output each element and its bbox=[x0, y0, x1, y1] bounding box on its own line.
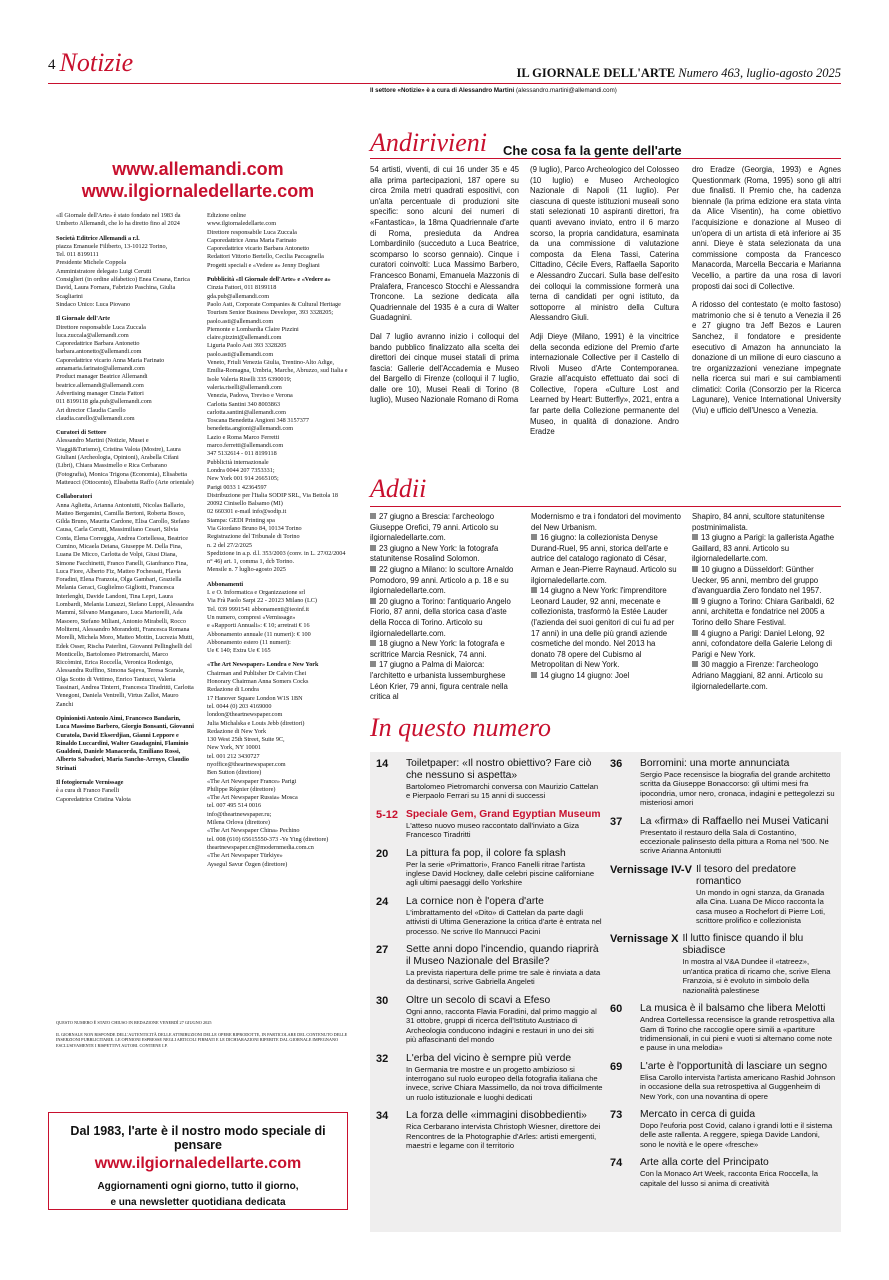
colophon-line: 02 660301 e-mail info@sodip.it bbox=[207, 508, 287, 516]
obituary-text: Modernismo e tra i fondatori del movimento del New Urbanism. bbox=[531, 512, 681, 532]
colophon-line: Product manager Beatrice Allemandi bbox=[56, 373, 148, 381]
toc-right-column bbox=[610, 758, 836, 1196]
in-questo-numero-title: In questo numero bbox=[370, 713, 552, 742]
colophon-line: Consiglieri (in ordine alfabetico) Enea Cesana, Enrica David, Laura Fornara, Fabrizio Paschina, Giulia Scagliarini bbox=[56, 276, 190, 300]
colophon-line: london@theartnewspaper.com bbox=[207, 711, 283, 719]
toc-page-number: 27 bbox=[376, 944, 389, 957]
colophon-line: Redazione di New York bbox=[207, 727, 267, 735]
colophon-line: Paolo Asti, Corporate Companies & Cultural Heritage Tourism Senior Business Developer, 393 3328205; paolo.asti@allemandi.com bbox=[207, 300, 341, 325]
colophon-block bbox=[207, 581, 352, 656]
toc-entry[interactable] bbox=[610, 1109, 836, 1149]
colophon-line: Spedizione in a.p. d.l. 353/2003 (conv. in L. 27/02/2004 n° 46) art. 1, comma 1, dcb Torino. bbox=[207, 549, 346, 566]
bullet-square-icon bbox=[370, 566, 376, 572]
header-rule bbox=[48, 83, 841, 84]
colophon-line: benedetta.angioni@allemandi.com bbox=[207, 425, 294, 433]
colophon-line: Il Giornale dell'Arte bbox=[56, 315, 110, 323]
obituary-text: 10 giugno a Düsseldorf: Günther Uecker, 95 anni, membro del gruppo d'avanguardia Zero fondato nel 1957. bbox=[692, 564, 822, 596]
obituary-item bbox=[370, 512, 520, 544]
colophon-line: claire.pizzini@allemandi.com bbox=[207, 334, 282, 342]
colophon-line: Abbonamento estero (11 numeri): bbox=[207, 638, 291, 646]
promo-line-1: Dal 1983, l'arte è il nostro modo speciale di pensare bbox=[70, 1124, 326, 1152]
colophon-line: Milena Orlova (direttore) bbox=[207, 819, 270, 827]
masthead bbox=[517, 66, 842, 81]
toc-page-number: 34 bbox=[376, 1110, 389, 1123]
colophon-line: Art director Claudia Carello bbox=[56, 406, 126, 414]
toc-page-number: 24 bbox=[376, 895, 389, 908]
colophon-line: Progetti speciali e «Vedere a» Jenny Dogliani bbox=[207, 261, 320, 269]
toc-page-number: 14 bbox=[376, 758, 389, 770]
toc-title: Arte alla corte del Principato bbox=[640, 1157, 769, 1169]
obituary-text: 20 giugno a Torino: l'antiquario Angelo Fiorio, 87 anni, della storica casa d'aste della Rocca di Torino. Articolo su ilgiornaledellarte.com. bbox=[370, 596, 511, 638]
toc-description: L'imbrattamento del «Dito» di Cattelan da parte dagli attivisti di Ultima Generazione la critica d'arte è entrata nel processo. Ne scrive Ilo Mannucci Pacini bbox=[406, 907, 602, 936]
bullet-square-icon bbox=[692, 534, 698, 540]
colophon-line: Ue € 140; Extra Ue € 165 bbox=[207, 647, 271, 655]
obituary-text: 23 giugno a New York: la fotografa statunitense Rosalind Solomon. bbox=[370, 543, 499, 564]
toc-page-number: 74 bbox=[610, 1157, 623, 1170]
colophon-line: Tel. 011 8199111 bbox=[56, 251, 99, 259]
bullet-square-icon bbox=[370, 640, 376, 646]
colophon-line: barbara.antonetto@allemandi.com bbox=[56, 348, 142, 356]
colophon-line: Caporedattrice vicario Anna Maria Farinato bbox=[56, 356, 165, 364]
obituary-text: 13 giugno a Parigi: la gallerista Agathe Gaillard, 83 anni. Articolo su ilgiornaledellarte.com. bbox=[692, 533, 835, 564]
toc-page-number: Vernissage IV-V bbox=[610, 863, 692, 876]
colophon-line: Un numero, compresi «Vernissage» bbox=[207, 613, 296, 621]
colophon-line: Curatori di Settore bbox=[56, 429, 107, 437]
obituary-text: 16 giugno: la collezionista Denyse Durand-Ruel, 95 anni, storica dell'arte e autrice del catalogo ragionato di César, Arman e Jean-Pierre Raynaud. Articolo su ilgiornaledellarte.com. bbox=[531, 533, 677, 585]
toc-entry-body bbox=[406, 995, 604, 1045]
toc-entry[interactable] bbox=[610, 933, 836, 995]
obituary-item bbox=[692, 660, 842, 692]
colophon-line: Edizione online bbox=[207, 212, 247, 219]
obituary-item bbox=[370, 565, 520, 597]
bullet-square-icon bbox=[692, 566, 698, 572]
toc-description: Presentato il restauro della Sala di Costantino, eccezionale palinsesto della pittura a Roma nel '500. Ne scrive Arianna Antoniutti bbox=[640, 827, 829, 856]
obituary-text: Shapiro, 84 anni, scultore statunitense postminimalista. bbox=[692, 512, 825, 532]
toc-title: Il lutto finisce quando il blu sbiadisce bbox=[682, 933, 804, 957]
colophon-line: theartnewspaper.cn@modernmedia.com.cn bbox=[207, 843, 314, 851]
disclaimer: IL GIORNALE NON RISPONDE DELL'AUTENTICITÀ DELLE ATTRIBUZIONI DELLE OPERE RIPRODOTTE, IN PARTICOLARE DEL CONTENUTO DELLE INSERZIONI PUBBLICITARIE. LE OPINIONI ESPRESSE NEGLI ARTICOLI FIRMATI E LE DICHIARAZIONI RIFERITE DAL GIORNALE IMPEGNANO ESCLUSIVAMENTE I RISPETTIVI AUTORI. CONTIENE I.P. bbox=[56, 1031, 348, 1048]
toc-description: Elisa Carollo intervista l'artista americano Rashid Johnson in occasione della sua retrospettiva al Guggenheim di New York, con una novantina di opere bbox=[640, 1072, 836, 1101]
toc-title: La forza delle «immagini disobbedienti» bbox=[406, 1110, 587, 1122]
section-title: Notizie bbox=[59, 48, 134, 77]
obituary-text: 14 giugno 14 giugno: Joel bbox=[540, 670, 630, 680]
toc-page-number: 5-12 bbox=[376, 808, 399, 821]
settore-email: (alessandro.martini@allemandi.com) bbox=[515, 87, 617, 94]
colophon-line: Parigi 0033 1 42364597 bbox=[207, 483, 267, 491]
colophon-line: Piemonte e Lombardia Claire Pizzini bbox=[207, 325, 299, 333]
colophon-line: Londra 0044 207 7353331; bbox=[207, 466, 275, 474]
colophon-line: Carlotta Santini 340 8003863 bbox=[207, 400, 281, 408]
toc-entry-body bbox=[406, 809, 604, 840]
toc-entry[interactable] bbox=[610, 758, 836, 808]
toc-description: Un mondo in ogni stanza, da Granada alla Cina. Luana De Micco racconta la casa museo a Rochefort di Pierre Loti, scrittore prolifico e collezionista bbox=[695, 887, 826, 926]
toc-page-number: 60 bbox=[610, 1003, 623, 1016]
colophon-line: Lazio e Roma Marco Ferretti bbox=[207, 433, 280, 441]
colophon-line: 130 West 25th Street, Suite 9C, bbox=[207, 736, 285, 744]
colophon-line: tel. 008 (610) 65615550-373 -Ye Ying (direttore) bbox=[207, 835, 329, 843]
colophon-block bbox=[56, 429, 194, 487]
colophon-line: Chairman and Publisher Dr Calvin Chei bbox=[207, 669, 307, 677]
colophon-block bbox=[56, 715, 194, 773]
colophon-line: beatrice.allemandi@allemandi.com bbox=[56, 381, 144, 389]
toc-entry-body bbox=[640, 1061, 836, 1101]
colophon-line: Redazione di Londra bbox=[207, 686, 259, 694]
bullet-square-icon bbox=[370, 545, 376, 551]
colophon-line: New York, NY 10001 bbox=[207, 744, 261, 752]
toc-page-number: 69 bbox=[610, 1060, 623, 1073]
andirivieni-paragraph: Adji Dieye (Milano, 1991) è la vincitrice della seconda edizione del Premio d'arte internazionale Collective per il Castello di Rivoli Museo d'Arte Contemporanea. Grazie all'acquisto effettuato dai soci di Collective, l'opera «Culture Lost and Learned by Heart: Butterfly», 2021, entra a far parte della Collezione permanente del Museo, in qualità di donazione. Andro Eradze bbox=[530, 331, 679, 437]
colophon-line: Advertising manager Cinzia Fattori bbox=[56, 389, 144, 397]
andirivieni-rule bbox=[370, 158, 841, 159]
colophon-line: Redattori Vittorio Bertello, Cecilia Paccagnella bbox=[207, 253, 324, 261]
toc-description: In mostra al V&A Dundee il «tatreez», un'antica pratica di ricamo che, scrive Elena Franzoia, si è evoluto in simbolo della nazionalità palestinese bbox=[682, 957, 831, 995]
colophon-line: Philippe Régnier (direttore) bbox=[207, 785, 276, 793]
bullet-square-icon bbox=[531, 587, 537, 593]
colophon-line: New York 001 914 2665105; bbox=[207, 475, 279, 483]
obituary-item bbox=[370, 639, 520, 660]
toc-entry[interactable] bbox=[610, 816, 836, 856]
toc-title: La pittura fa pop, il colore fa splash bbox=[406, 847, 566, 859]
colophon-col-2 bbox=[207, 212, 352, 875]
obituary-text: 30 maggio a Firenze: l'archeologo Adriano Maggiani, 82 anni. Articolo su ilgiornaledellarte.com. bbox=[692, 660, 823, 691]
promo-url[interactable]: www.ilgiornaledellarte.com bbox=[94, 1155, 302, 1172]
toc-entry-body bbox=[640, 1003, 836, 1053]
page-header-left bbox=[48, 48, 133, 78]
andirivieni-paragraph: (9 luglio), Parco Archeologico del Colosseo (10 luglio) e Museo Archeologico Nazionale di Napoli (11 luglio). Per ciascuna di queste istituzioni museali sono stati selezionati 10 aspiranti direttori, fra quanti avevano inviato, entro il 6 marzo scorso, la propria candidatura, esaminata da una commissione di valutazione composta da Elena Tassi, Caterina Cittadino, Cécile Evers, Raffaella Saporito e Alessandro Zuccari. Sulla base dell'esito dei colloqui la commissione formerà una terna di candidati per ogni istituto, da sottoporre al ministro della Cultura Alessandro Giuli. bbox=[530, 165, 679, 323]
obituary-text: 9 giugno a Torino: Chiara Garibaldi, 62 anni, architetta e fondatrice nel 2005 a Torino dello Share Festival. bbox=[692, 596, 835, 627]
colophon-line: «The Art Newspaper Türkiye» bbox=[207, 852, 283, 860]
toc-page-number: 36 bbox=[610, 758, 623, 770]
toc-entry[interactable] bbox=[610, 1061, 836, 1101]
colophon-line: tel. 0044 (0) 203 4169000 bbox=[207, 702, 272, 710]
toc-entry[interactable] bbox=[610, 1003, 836, 1053]
obituary-text: 27 giugno a Brescia: l'archeologo Giuseppe Orefici, 79 anni. Articolo su ilgiornaledellarte.com. bbox=[370, 512, 499, 543]
bullet-square-icon bbox=[531, 534, 537, 540]
colophon-line: Ben Sutton (direttore) bbox=[207, 769, 262, 777]
bullet-square-icon bbox=[692, 630, 698, 636]
toc-title: Sette anni dopo l'incendio, quando riaprirà il Museo Nazionale del Brasile? bbox=[406, 944, 599, 968]
toc-entry-body bbox=[406, 1053, 604, 1103]
toc-title: Borromini: una morte annunciata bbox=[640, 758, 790, 769]
obituary-text: 14 giugno a New York: l'imprenditore Leonard Lauder, 92 anni, mecenate e collezionista, trasformò la Estée Lauder (l'azienda dei suoi genitori di cui fu ad per 17 anni) in una delle più grandi aziende cosmetiche del mondo. Nel 2013 ha donato 78 opere del Cubismo al Metropolitan di New York. bbox=[531, 586, 675, 670]
colophon-line: Veneto, Friuli Venezia Giulia, Trentino-Alto Adige, Emilia-Romagna, Umbria, Marche, Abruzzo, sud Italia e Isole Valeria Riselli 335 6390019; bbox=[207, 359, 348, 383]
colophon-line: paolo.asti@allemandi.com bbox=[207, 350, 274, 358]
url-allemandi[interactable]: www.allemandi.com bbox=[112, 159, 284, 179]
colophon-block bbox=[207, 276, 352, 575]
colophon-line: «The Art Newspaper China» Pechino bbox=[207, 827, 300, 835]
colophon-line: Via Frà Paolo Sarpi 22 - 20123 Milano (LC) bbox=[207, 597, 317, 605]
colophon-line: Cinzia Fattori, 011 8199118 bbox=[207, 284, 277, 292]
colophon-line: Julia Michalska e Louis Jebb (direttori) bbox=[207, 719, 305, 727]
obituary-text: 22 giugno a Milano: lo scultore Arnaldo Pomodoro, 99 anni. Articolo a p. 18 e su ilgiornaledellarte.com. bbox=[370, 564, 514, 596]
table-of-contents bbox=[370, 752, 841, 1232]
colophon-block bbox=[56, 493, 194, 709]
toc-page-number: 37 bbox=[610, 815, 623, 828]
bullet-square-icon bbox=[370, 598, 376, 604]
obituary-item bbox=[692, 533, 842, 565]
toc-entry[interactable] bbox=[376, 809, 604, 840]
colophon-line: Amministratore delegato Luigi Cerutti bbox=[56, 267, 152, 275]
colophon-line: Presidente Michele Coppola bbox=[56, 259, 127, 267]
andirivieni-paragraph: 54 artisti, viventi, di cui 16 under 35 e 45 alla prima partecipazioni, 187 opere su circa 2mila metri quadrati espositivi, con un'alta percentuale di produzioni site specific: sono alcuni dei numeri di «Fantastica», la 18ma Quadriennale d'arte di Roma, presieduta da Andrea Lombardinilo (succeduto a Luca Beatrice, scomparso lo scorso gennaio). Cinque i curatori coinvolti: Luca Massimo Barbero, Francesco Bonami, Emanuela Mazzonis di Pralafera, Francesco Stocchi e Alessandra Troncone. La sezione dedicata alla Quadriennale del 1935 è a cura di Walter Guadagnini. bbox=[370, 165, 519, 323]
colophon-line: tel. 007 495 514 0016 bbox=[207, 802, 262, 810]
obituary-item bbox=[370, 544, 520, 565]
obituary-item bbox=[370, 660, 520, 702]
toc-page-number: 20 bbox=[376, 847, 389, 860]
addii-title: Addii bbox=[370, 474, 427, 503]
colophon-line: valeria.riselli@allemandi.com bbox=[207, 383, 282, 391]
obituary-item bbox=[370, 597, 520, 639]
obituary-text: 17 giugno a Palma di Maiorca: l'architetto e urbanista lussemburghese Léon Krier, 79 anni, figura centrale nella critica al bbox=[370, 660, 508, 702]
andirivieni-paragraph: A ridosso del contestato (e molto fastoso) matrimonio che si è tenuto a Venezia il 26 e 27 giugno tra Jeff Bezos e Lauren Sanchez, il fondatore e presidente esecutivo di Amazon ha annunciato la donazione di un milione di euro ciascuno a tre organizzazioni veneziane impegnate nella ricerca sui mari e sui cambiamenti climatici: Corila (Consorzio per la Ricerca Lagunare), Venice International University (Viu) e ufficio dell'Unesco a Venezia. bbox=[692, 300, 841, 416]
obituary-item bbox=[531, 512, 681, 533]
colophon-line: «Il Giornale dell'Arte» è stato fondato nel 1983 da Umberto Allemandi, che lo ha diretto fino al 2024 bbox=[56, 212, 181, 228]
obituary-item bbox=[692, 597, 842, 629]
settore-note bbox=[370, 87, 617, 94]
colophon-line: Il fotogiornale Vernissage bbox=[56, 779, 124, 786]
toc-entry-body bbox=[406, 944, 604, 987]
toc-entry[interactable] bbox=[376, 1053, 604, 1103]
obituary-item bbox=[531, 533, 681, 586]
addii-rule bbox=[370, 506, 841, 507]
colophon-line: 347 5132614 - 011 8199118 bbox=[207, 450, 277, 458]
toc-entry-body bbox=[406, 1110, 604, 1150]
colophon-line: claudia.carello@allemandi.com bbox=[56, 414, 135, 422]
obituary-item bbox=[531, 671, 681, 682]
colophon-line: Venezia, Padova, Treviso e Verona bbox=[207, 392, 293, 400]
toc-entry-body bbox=[640, 758, 836, 808]
colophon-line: Collaboratori bbox=[56, 493, 93, 501]
toc-left-column bbox=[376, 758, 604, 1158]
colophon-line: Anna Aglietta, Arianna Antoniutti, Nicolas Ballario, Matteo Bergamini, Camilla Bertoni, Roberta Bosco, Gilda Bruno, Maurita Cardone, Elisa Carollo, Stefano Causa, Carla Cerutti, Massimiliano Cesari, Silvia Conta, Elena Correggia, Andrea Cortellessa, Beatrice Cumino, Micaela Deiana, Giuseppe M. Della Fina, Luana De Micco, Carlotta de Volpi, Giusi Diana, Simone Facchinetti, Franco Fanelli, Gianfranco Fina, Luca Fiore, Alberto Fiz, Matteo Fochessati, Flavia Foradini, Elena Franzoia, Olga Gambari, Graziella Melania Geraci, Guglielmo Gigliotti, Francesca Interlenghi, Davide Landoni, Tina Lepri, Laura Lombardi, Melania Lunazzi, Stefano Luppi, Alessandra Mammì, Silvano Manganaro, Luca Martorelli, Ada Masoero, Stefano Miliani, Antonio Mirabelli, Rocco Moliterni, Alessandro Morandotti, Francesca Romana Morelli, Michela Moro, Matteo Mottin, Lucrezia Mutti, Edek Osser, Rischa Paterlini, Giovanni Pellinghelli del Monticello, Bartolomeo Pietromarchi, Marco Riccòmini, Erica Roccella, Veronica Rodenigo, Alessandra Ruffino, Simona Sajeva, Teresa Scarale, Olga Scotto di Vettimo, Enrico Tantucci, Valeria Tassinari, Andrea Tinterri, Francesca Tiradritti, Carlotta Venegoni, Daniela Ventrelli, Virtus Zallot, Mauro Zanchi bbox=[56, 501, 194, 708]
colophon-line: gda.pub@allemandi.com bbox=[207, 292, 270, 300]
colophon-line: info@theartnewspaper.ru; bbox=[207, 810, 272, 818]
toc-description: Dopo l'euforia post Covid, calano i grandi lotti e il sistema delle aste rallenta. A reggere, spiega Davide Landoni, sono le novità e le opere «fresche» bbox=[640, 1120, 833, 1149]
toc-entry[interactable] bbox=[376, 758, 604, 801]
colophon-line: Via Giordano Bruno 84, 10134 Torino bbox=[207, 524, 302, 532]
toc-page-number: 32 bbox=[376, 1052, 389, 1065]
masthead-name: IL GIORNALE DELL'ARTE bbox=[516, 66, 676, 80]
andirivieni-col-3 bbox=[692, 165, 841, 425]
toc-entry[interactable] bbox=[376, 896, 604, 936]
colophon-footer bbox=[56, 1020, 348, 1048]
colophon-line: annamaria.farinato@allemandi.com bbox=[56, 365, 145, 373]
toc-entry-body bbox=[640, 816, 836, 856]
toc-entry[interactable] bbox=[376, 848, 604, 888]
promo-box bbox=[48, 1112, 348, 1210]
colophon-col-1 bbox=[56, 212, 194, 810]
colophon-line: Aysegul Savur Özgen (direttore) bbox=[207, 860, 288, 868]
bullet-square-icon bbox=[531, 672, 537, 678]
colophon-line: Abbonamenti bbox=[207, 580, 244, 588]
andirivieni-title: Andirivieni bbox=[370, 128, 487, 157]
toc-entry-body bbox=[640, 1157, 836, 1188]
colophon-line: Società Editrice Allemandi a r.l. bbox=[56, 234, 140, 242]
toc-page-number: 73 bbox=[610, 1108, 623, 1121]
colophon-line: Direttore responsabile Luca Zuccala bbox=[207, 228, 297, 236]
colophon-line: Tel. 039 9991541 abbonamenti@ieoinf.it bbox=[207, 605, 310, 613]
colophon-line: Registrazione del Tribunale di Torino bbox=[207, 533, 300, 541]
colophon-line: Caporedattrice Anna Maria Farinato bbox=[207, 236, 297, 244]
bullet-square-icon bbox=[692, 598, 698, 604]
colophon-block bbox=[207, 212, 352, 270]
colophon-line: Stampa: GEDI Printing spa bbox=[207, 516, 275, 524]
toc-entry[interactable] bbox=[376, 944, 604, 987]
colophon-line: marco.ferretti@allemandi.com bbox=[207, 442, 284, 450]
toc-entry-body bbox=[640, 1109, 836, 1149]
addii-col-3 bbox=[692, 512, 842, 692]
colophon-line: Direttore responsabile Luca Zuccala bbox=[56, 323, 146, 331]
toc-entry-body bbox=[406, 848, 604, 888]
toc-entry-body bbox=[406, 758, 604, 801]
colophon-line: Liguria Paolo Asti 393 3328205 bbox=[207, 342, 287, 350]
obituary-item bbox=[692, 565, 842, 597]
settore-curator: Il settore «Notizie» è a cura di Alessandro Martini bbox=[370, 87, 515, 94]
andirivieni-paragraph: dro Eradze (Georgia, 1993) e Agnes Questionmark (Roma, 1995) sono gli altri due finalisti. Il Premio che, ha cadenza biennale (la prima edizione era stata vinta da Alice Visentin), ha come obiettivo l'acquisizione e donazione al Museo di un'opera di un artista di età inferiore ai 35 anni. Dieye è stata selezionata da una commissione composta da Francesco Manacorda, Marcella Beccaria e Marianna Vecellio, a partire da una rosa di lavori proposti dai soci di Collective. bbox=[692, 165, 841, 291]
toc-title: Oltre un secolo di scavi a Efeso bbox=[406, 994, 551, 1006]
obituary-item bbox=[692, 512, 842, 533]
colophon-line: Caporedattrice vicario Barbara Antonetto bbox=[207, 245, 310, 253]
colophon-line: Toscana Benedetta Angioni 348 3157377 bbox=[207, 417, 309, 425]
promo-line-3: Aggiornamenti ogni giorno, tutto il giorno, bbox=[97, 1181, 299, 1192]
toc-description: Con la Monaco Art Week, racconta Erica Roccella, la capitale del lusso si anima di creatività bbox=[640, 1169, 818, 1188]
colophon-block bbox=[56, 315, 194, 423]
toc-entry[interactable] bbox=[376, 995, 604, 1045]
colophon-line: luca.zuccala@allemandi.com bbox=[56, 331, 129, 339]
colophon-line: Caporedattrice Cristina Valota bbox=[56, 795, 131, 803]
toc-description: L'atteso nuovo museo raccontato dall'inviato a Giza Francesco Tiradritti bbox=[406, 820, 580, 840]
colophon-line: Alessandro Martini (Notizie, Musei e Viaggi&Turismo), Cristina Valota (Mostre), Laura Giuliani (Archeologia, Opinioni), Arabella Cifani (Libri), Chiara Massimello e Rica Cerbarano (Fotografia), Monica Trigona (Economia), Elisabetta Matteucci (Ottocento), Elisabetta Raffo (Arte orientale) bbox=[56, 437, 194, 486]
issue-info: Numero 463, luglio-agosto 2025 bbox=[678, 66, 841, 80]
bullet-square-icon bbox=[692, 661, 698, 667]
obituary-text: 4 giugno a Parigi: Daniel Lelong, 92 anni, cofondatore della Galerie Lelong di Parigi e New York. bbox=[692, 628, 833, 659]
colophon-line: www.ilgiornaledellarte.com bbox=[207, 220, 277, 228]
colophon-line: carlotta.santini@allemandi.com bbox=[207, 408, 286, 416]
toc-entry-body bbox=[683, 933, 837, 995]
colophon-line: «The Art Newspaper Russia» Mosca bbox=[207, 794, 298, 802]
colophon-line: Pubblicità internazionale bbox=[207, 458, 269, 466]
toc-description: Rica Cerbarano intervista Christoph Wiesner, direttore dei Rencontres de la Photographie d'Arles: artisti emergenti, maestri e legame con il territorio bbox=[406, 1122, 601, 1150]
obituary-text: 18 giugno a New York: la fotografa e scrittrice Marcia Resnick, 74 anni. bbox=[370, 639, 505, 659]
colophon-line: «The Art Newspaper France» Parigi bbox=[207, 777, 297, 785]
toc-entry-body bbox=[406, 896, 604, 936]
toc-title: Speciale Gem, Grand Egyptian Museum bbox=[406, 808, 601, 820]
colophon-line: Mensile n. 7 luglio-agosto 2025 bbox=[207, 566, 286, 574]
toc-entry[interactable] bbox=[376, 1110, 604, 1150]
toc-entry-body bbox=[696, 864, 836, 926]
promo-line-4: e una newsletter quotidiana dedicata bbox=[110, 1197, 286, 1208]
andirivieni-subtitle: Che cosa fa la gente dell'arte bbox=[503, 143, 682, 158]
addii-col-2 bbox=[531, 512, 681, 682]
toc-description: Ogni anno, racconta Flavia Foradini, dal primo maggio al 31 ottobre, gruppi di ricerca dell'Istituto Austriaco di Archeologia conducono indagini e restauri in uno dei siti più affascinanti del mondo bbox=[406, 1006, 597, 1045]
bullet-square-icon bbox=[370, 661, 376, 667]
toc-title: La cornice non è l'opera d'arte bbox=[406, 895, 544, 907]
colophon-line: 011 8199118 gda.pub@allemandi.com bbox=[56, 398, 152, 406]
colophon-line: Pubblicità «Il Giornale dell'Arte» e «Vedere a» bbox=[207, 276, 331, 284]
toc-description: La prevista riapertura delle prime tre sale è rinviata a data da destinarsi, scrive Gabriella Angeleti bbox=[406, 968, 601, 987]
colophon-block bbox=[207, 661, 352, 868]
colophon-block bbox=[56, 235, 194, 310]
obituary-item bbox=[531, 586, 681, 671]
colophon-line: «The Art Newspaper» Londra e New York bbox=[207, 661, 319, 669]
colophon-line: 17 Hanover Square London W1S 1BN bbox=[207, 694, 303, 702]
colophon-line: n. 2 del 27/2/2025 bbox=[207, 541, 253, 549]
colophon-line: piazza Emanuele Filiberto, 13-10122 Torino, bbox=[56, 242, 168, 250]
toc-description: Sergio Pace recensisce la biografia del grande architetto scritta da Giuseppe Bonaccorso: gli ultimi mesi fra ipocondria, umor nero, cronaca, indagini e pettegolezzi su misteriosi amori bbox=[640, 770, 835, 808]
site-urls bbox=[48, 158, 348, 202]
page-number: 4 bbox=[48, 57, 56, 73]
toc-title: L'arte è l'opportunità di lasciare un segno bbox=[640, 1060, 828, 1072]
toc-description: Per la serie «Primattori», Franco Fanelli ritrae l'artista inglese David Hockney, dalle celebri piscine californiane agli ultimi paesaggi dello Yorkshire bbox=[406, 859, 595, 888]
toc-entry[interactable] bbox=[610, 1157, 836, 1188]
toc-page-number: 30 bbox=[376, 994, 389, 1007]
toc-description: In Germania tre mostre e un progetto ambizioso si interrogano sul ruolo europeo della fotografia italiana che invece, scrive Chiara Massimello, da noi trova difficilmente un ruolo istituzionale e luoghi dedicati bbox=[406, 1064, 603, 1102]
addii-col-1 bbox=[370, 512, 520, 703]
toc-description: Bartolomeo Pietromarchi conversa con Maurizio Cattelan e Pierpaolo Ferrari su 15 anni di successi bbox=[406, 782, 599, 801]
url-giornale[interactable]: www.ilgiornaledellarte.com bbox=[81, 181, 315, 201]
colophon-line: Abbonamento annuale (11 numeri): € 100 bbox=[207, 630, 311, 638]
colophon-line: e «Rapporti Annuali»: € 10; arretrati € 16 bbox=[207, 622, 310, 630]
colophon-line: Opinionisti Antonio Aimi, Francesco Bandarin, Luca Massimo Barbero, Giorgio Bonsanti, Giovanni Curatola, David Ekserdjian, Gianni Leppore e Rinaldo Luccardini, Walter Guadagnini, Flaminio Gualdoni, Daniele Manacorda, Emiliano Rossi, Alberto Salvadori, Maria Sancho-Arroyo, Claudio Strinati bbox=[56, 714, 194, 772]
colophon-line: tel. 001 212 3430727 bbox=[207, 752, 260, 760]
andirivieni-col-1 bbox=[370, 165, 519, 414]
obituary-item bbox=[692, 629, 842, 661]
toc-page-number: Vernissage X bbox=[610, 933, 679, 946]
colophon-line: Sindaco Unico: Luca Piovano bbox=[56, 300, 131, 308]
chiusura-note: QUESTO NUMERO È STATO CHIUSO IN REDAZIONE VENERDÌ 27 GIUGNO 2025 bbox=[56, 1020, 212, 1025]
toc-title: La «firma» di Raffaello nei Musei Vaticani bbox=[640, 815, 829, 827]
toc-title: La musica è il balsamo che libera Melotti bbox=[640, 1003, 826, 1015]
toc-title: L'erba del vicino è sempre più verde bbox=[406, 1052, 572, 1064]
toc-title: Mercato in cerca di guida bbox=[640, 1108, 756, 1120]
bullet-square-icon bbox=[370, 513, 376, 519]
colophon-line: Caporedattrice Barbara Antonetto bbox=[56, 340, 140, 348]
toc-description: Andrea Cortellessa recensisce la grande retrospettiva alla Gam di Torino che raccoglie opere simili a «partiture tridimensionali, in cui pieni e vuoti si alternano come note e pause in una melodia» bbox=[640, 1015, 835, 1053]
andirivieni-col-2 bbox=[530, 165, 679, 446]
colophon-block bbox=[56, 212, 194, 229]
colophon-line: nyoffice@theartnewspaper.com bbox=[207, 761, 286, 768]
toc-title: Toiletpaper: «Il nostro obiettivo? Fare ciò che nessuno si aspetta» bbox=[406, 758, 592, 781]
toc-title: Il tesoro del predatore romantico bbox=[695, 863, 797, 887]
colophon-line: Honorary Chairman Anna Somers Cocks bbox=[207, 678, 309, 686]
colophon-line: è a cura di Franco Fanelli bbox=[56, 787, 120, 795]
colophon-line: I. e O. Informatica e Organizzazione srl bbox=[207, 589, 306, 597]
colophon-block bbox=[56, 779, 194, 804]
colophon-line: Distribuzione per l'Italia SODIP SRL, Via Bettola 18 20092 Cinisello Balsamo (MI) bbox=[207, 491, 339, 508]
toc-entry[interactable] bbox=[610, 864, 836, 926]
andirivieni-paragraph: Dal 7 luglio avranno inizio i colloqui del bando pubblico finalizzato alla scelta dei direttori dei cinque musei statali di prima fascia: Gallerie dell'Accademia e Museo del Bargello di Firenze (colloqui il 7 luglio, dalle ore 10), Musei Reali di Torino (8 luglio), Museo Nazionale Romano di Roma bbox=[370, 331, 519, 405]
